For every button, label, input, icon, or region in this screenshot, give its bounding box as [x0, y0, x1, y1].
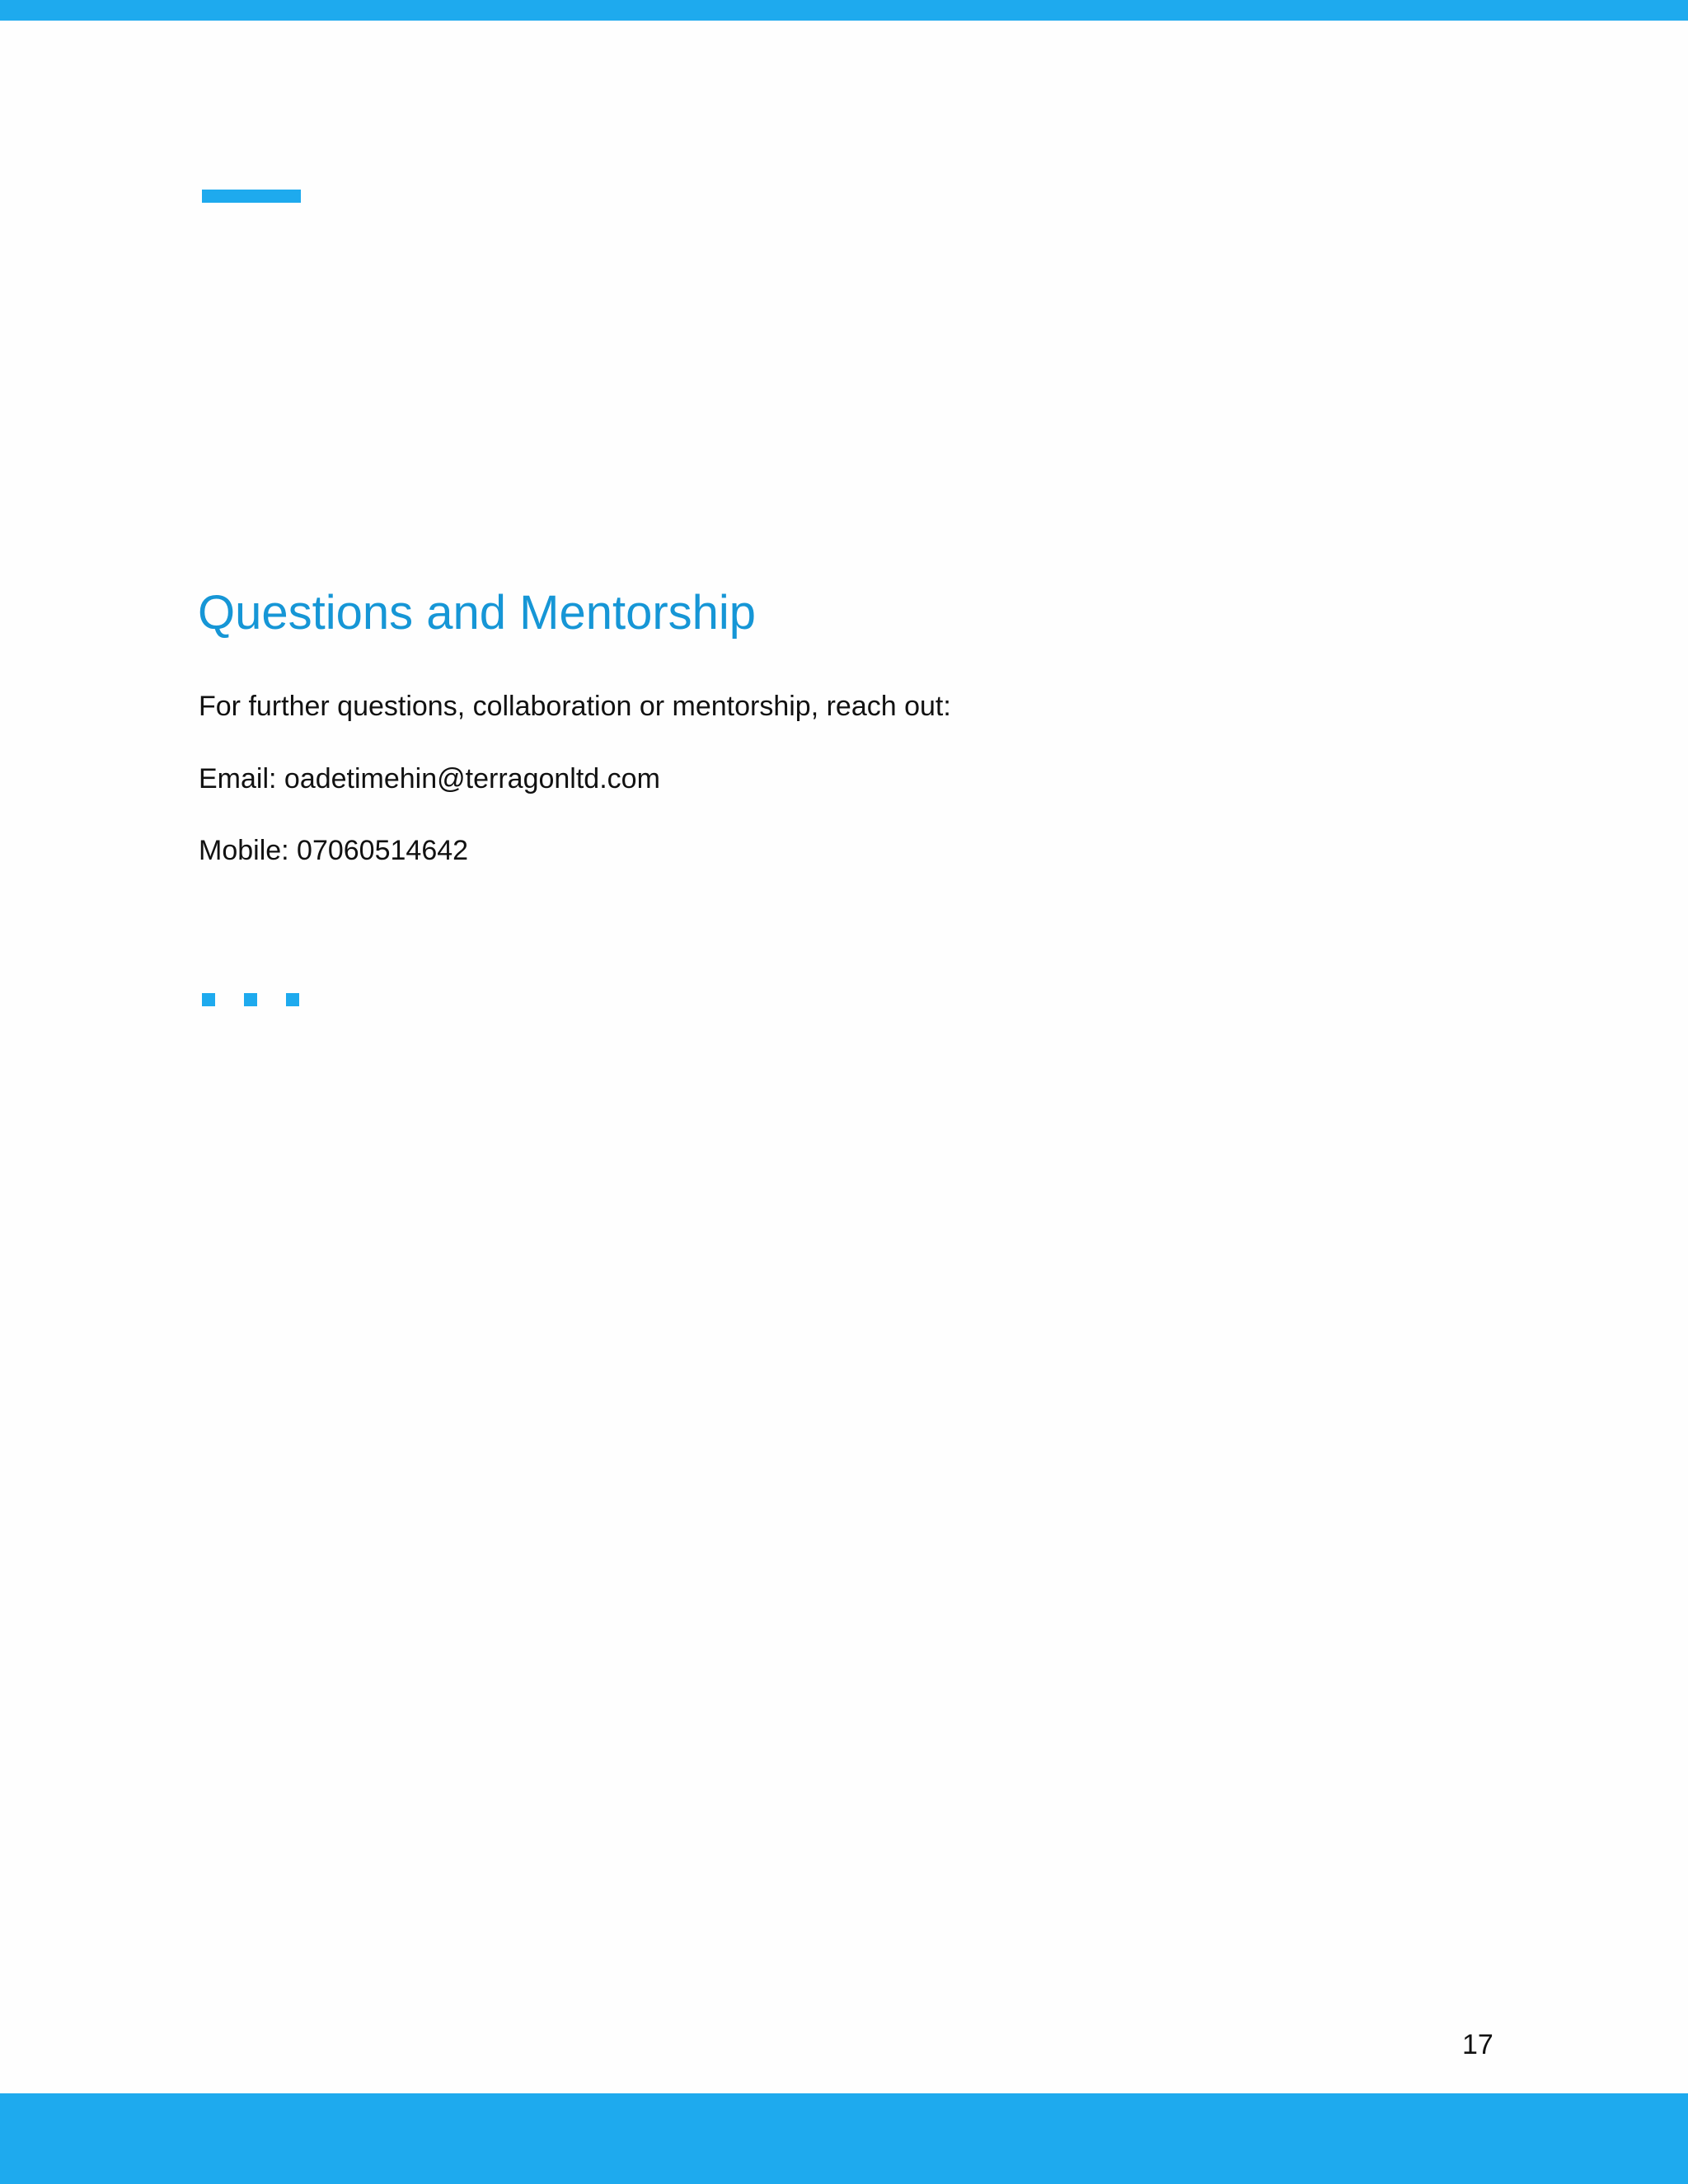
top-header-band: [0, 0, 1688, 21]
bottom-footer-band: [0, 2093, 1688, 2184]
divider-dot: [286, 993, 299, 1006]
divider-dot: [202, 993, 215, 1006]
dotted-divider: [202, 993, 301, 1006]
contact-mobile: Mobile: 07060514642: [199, 835, 469, 866]
accent-dash-decoration: [202, 190, 301, 203]
page-number: 17: [1462, 2029, 1493, 2060]
section-title: Questions and Mentorship: [198, 586, 757, 640]
contact-email: Email: oadetimehin@terragonltd.com: [199, 763, 660, 794]
divider-dot: [244, 993, 257, 1006]
intro-text: For further questions, collaboration or mentorship, reach out:: [199, 691, 951, 722]
